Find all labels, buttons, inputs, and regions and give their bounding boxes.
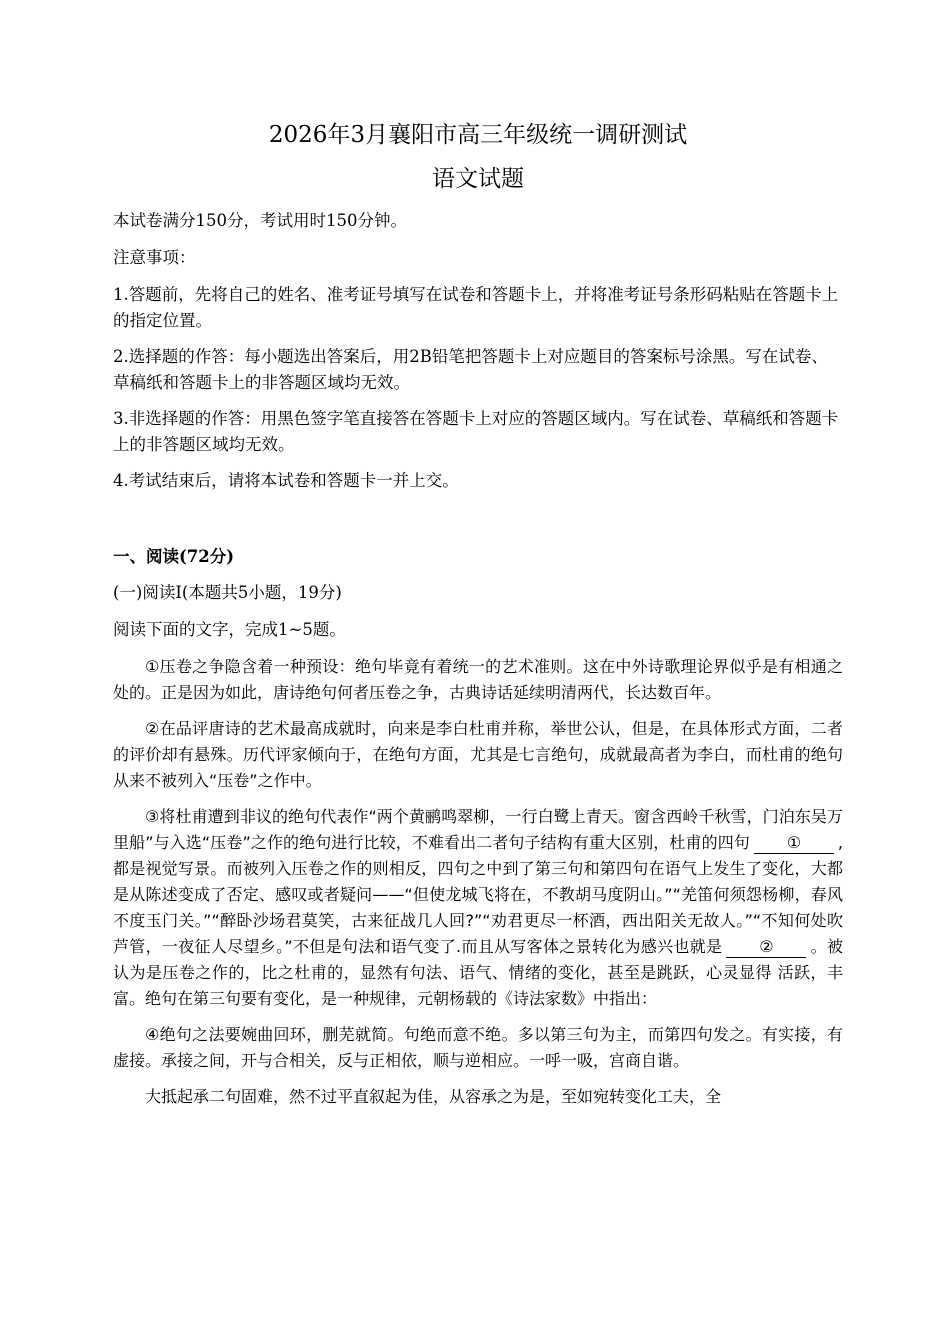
notice-label: 注意事项： xyxy=(113,248,196,267)
notice-item-1: 1.答题前，先将自己的姓名、准考证号填写在试卷和答题卡上，并将准考证号条形码粘贴在答题卡上的指定位置。 xyxy=(113,285,839,330)
notice-item-2: 2.选择题的作答：每小题选出答案后，用2B铅笔把答题卡上对应题目的答案标号涂黑。写在试卷、草稿纸和答题卡上的非答题区域均无效。 xyxy=(113,347,828,392)
passage-paragraph-2: ②在品评唐诗的艺术最高成就时，向来是李白杜甫并称，举世公认，但是，在具体形式方面，二者的评价却有悬殊。历代评家倾向于，在绝句方面，尤其是七言绝句，成就最高者为李白，而杜甫的绝句从来不被列入“压卷”之作中。 xyxy=(113,719,843,790)
section-heading: 一、阅读(72分) xyxy=(113,547,235,566)
sub-heading: (一)阅读Ⅰ(本题共5小题，19分) xyxy=(113,583,342,602)
passage-paragraph-5: 大抵起承二句固难，然不过平直叙起为佳，从容承之为是，至如宛转变化工夫，全 xyxy=(145,1087,722,1106)
notice-item-4: 4.考试结束后，请将本试卷和答题卡一并上交。 xyxy=(113,471,459,490)
instruction: 阅读下面的文字，完成1~5题。 xyxy=(113,620,346,639)
paragraph-3-part-c: 。被认为是压卷之作的，比之杜甫的，显然有句法、语气、情绪的变化，甚至是跳跃，心灵显得 活跃，丰富。绝句在第三句要有变化，是一种规律，元朝杨载的《诗法家数》中指出： xyxy=(113,937,843,1008)
page-title: 2026年3月襄阳市高三年级统一调研测试 xyxy=(268,122,688,148)
passage-paragraph-3 xyxy=(113,804,843,1012)
fill-blank-1: ① xyxy=(754,833,834,854)
fill-blank-2: ② xyxy=(726,937,806,958)
paragraph-3-part-b: ,都是视觉写景。而被列入压卷之作的则相反，四句之中到了第三句和第四句在语气上发生了变化，大都是从陈述变成了否定、感叹或者疑问——“但使龙城飞将在，不教胡马度阴山。”“羌笛何须怨杨柳，春风不度玉门关。”“醉卧沙场君莫笑，古来征战几人回?”“劝君更尽一杯酒，西出阳关无故人。”“不知何处吹芦管，一夜征人尽望乡。”不但是句法和语气变了.而且从写客体之景转化为感兴也就是 xyxy=(113,833,843,956)
paragraph-3-part-a: ③将杜甫遭到非议的绝句代表作“两个黄鹂鸣翠柳，一行白鹭上青天。窗含西岭千秋雪，门泊东吴万里船”与入选“压卷”之作的绝句进行比较，不难看出二者句子结构有重大区别，杜甫的四句 xyxy=(113,807,843,852)
score-time-note: 本试卷满分150分，考试用时150分钟。 xyxy=(113,211,407,230)
notice-item-3: 3.非选择题的作答：用黑色签字笔直接答在答题卡上对应的答题区域内。写在试卷、草稿纸和答题卡上的非答题区域均无效。 xyxy=(113,409,839,454)
passage-paragraph-1: ①压卷之争隐含着一种预设：绝句毕竟有着统一的艺术准则。这在中外诗歌理论界似乎是有相通之处的。正是因为如此，唐诗绝句何者压卷之争，古典诗话延续明清两代，长达数百年。 xyxy=(113,657,843,702)
exam-page xyxy=(113,120,843,1120)
passage-paragraph-4: ④绝句之法要婉曲回环，删芜就简。句绝而意不绝。多以第三句为主，而第四句发之。有实接，有虚接。承接之间，开与合相关，反与正相依，顺与逆相应。一呼一吸，宫商自谐。 xyxy=(113,1025,843,1070)
spacer xyxy=(113,504,843,544)
page-subtitle: 语文试题 xyxy=(432,166,524,192)
